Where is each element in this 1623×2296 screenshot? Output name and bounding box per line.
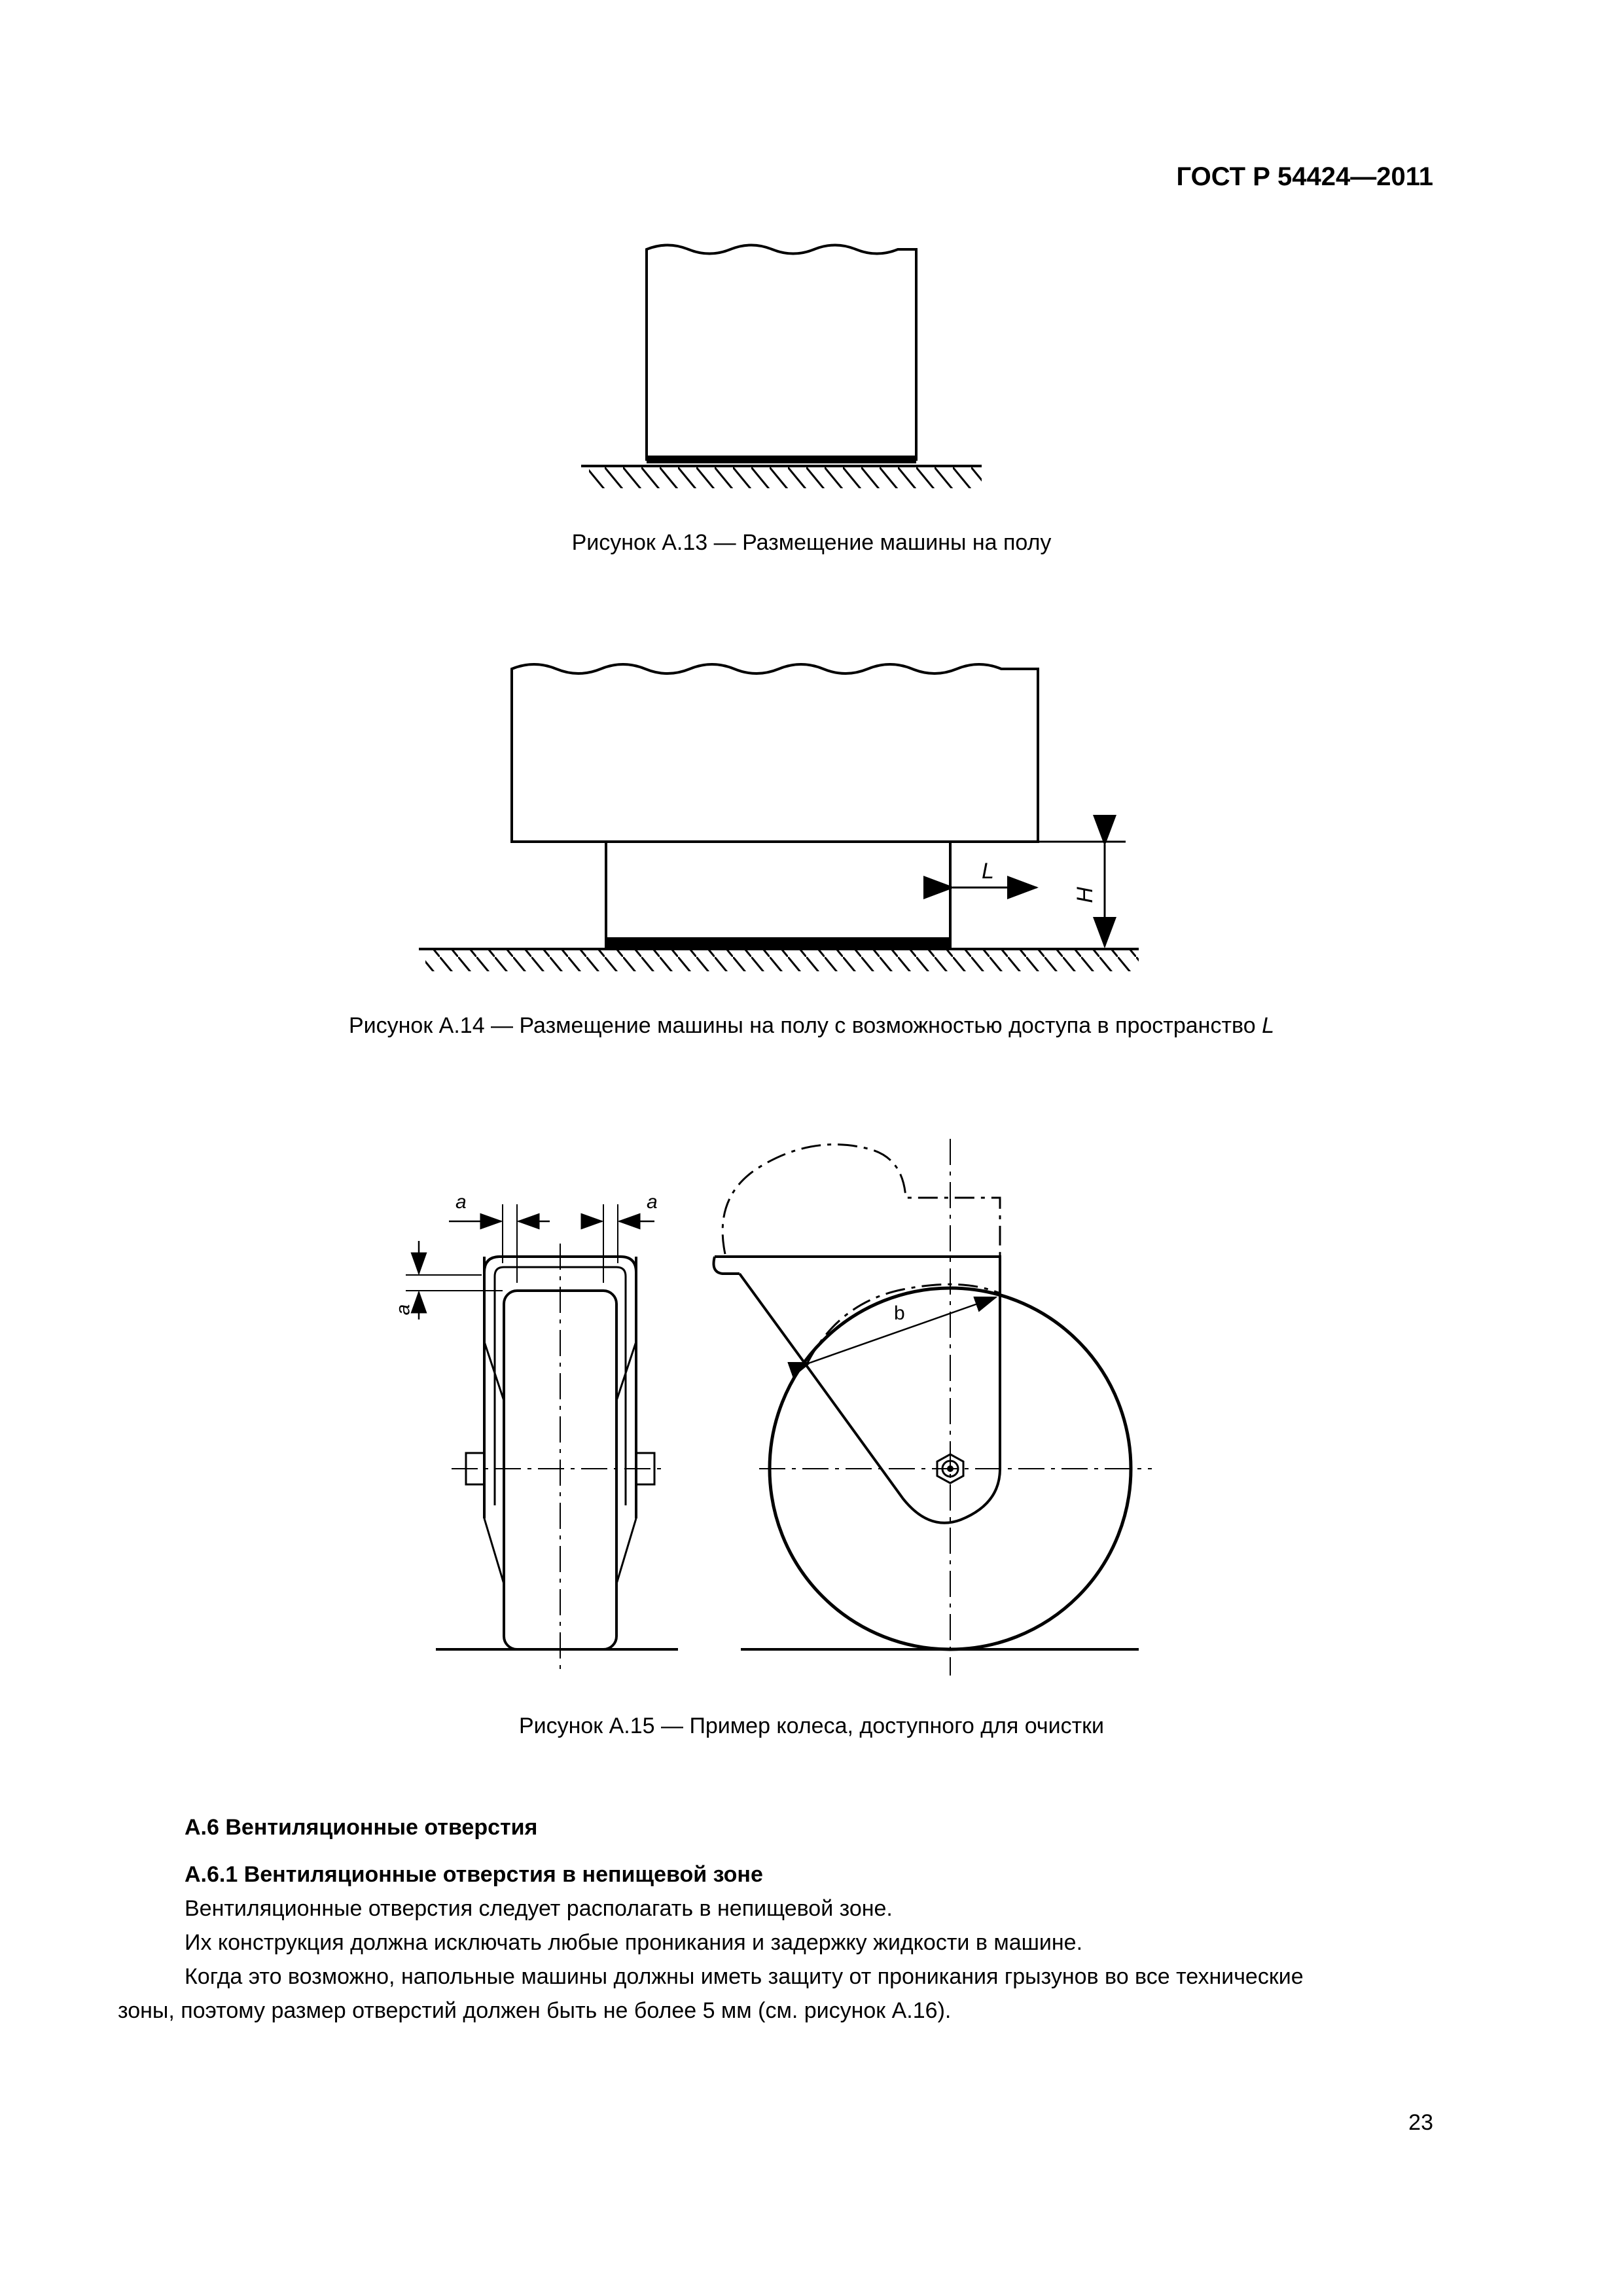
subsection-heading: А.6.1 Вентиляционные отверстия в непищевой зоне [185,1862,763,1887]
wheel-side-view [406,1204,678,1676]
paragraph: Их конструкция должна исключать любые проникания и задержку жидкости в машине. [185,1930,1083,1955]
document-header: ГОСТ Р 54424—2011 [1176,162,1433,191]
page-number: 23 [1408,2110,1433,2135]
paragraph: Вентиляционные отверстия следует располагать в непищевой зоне. [185,1896,893,1921]
figure-a14-caption: Рисунок А.14 — Размещение машины на полу с возможностью доступа в пространство L [348,1013,1274,1038]
dimension-b-label: b [894,1302,905,1324]
paragraph: Когда это возможно, напольные машины должны иметь защиту от проникания грызунов во все технические [185,1964,1304,1989]
dimension-a-label-right: a [647,1191,658,1213]
section-heading: А.6 Вентиляционные отверстия [185,1815,538,1840]
figure-a15-caption: Рисунок А.15 — Пример колеса, доступного для очистки [518,1713,1105,1738]
dimension-a-label-vertical: a [392,1304,414,1316]
paragraph-continuation: зоны, поэтому размер отверстий должен быть не более 5 мм (см. рисунок А.16). [118,1998,952,2023]
wheel-front-view [714,1139,1152,1676]
section-text [118,1810,1440,2028]
dimension-h-label: H [1072,887,1097,903]
dimension-a-label-left: a [455,1191,467,1213]
dimension-l-label: L [982,859,994,884]
figure-a13-caption: Рисунок А.13 — Размещение машины на полу [571,530,1052,555]
